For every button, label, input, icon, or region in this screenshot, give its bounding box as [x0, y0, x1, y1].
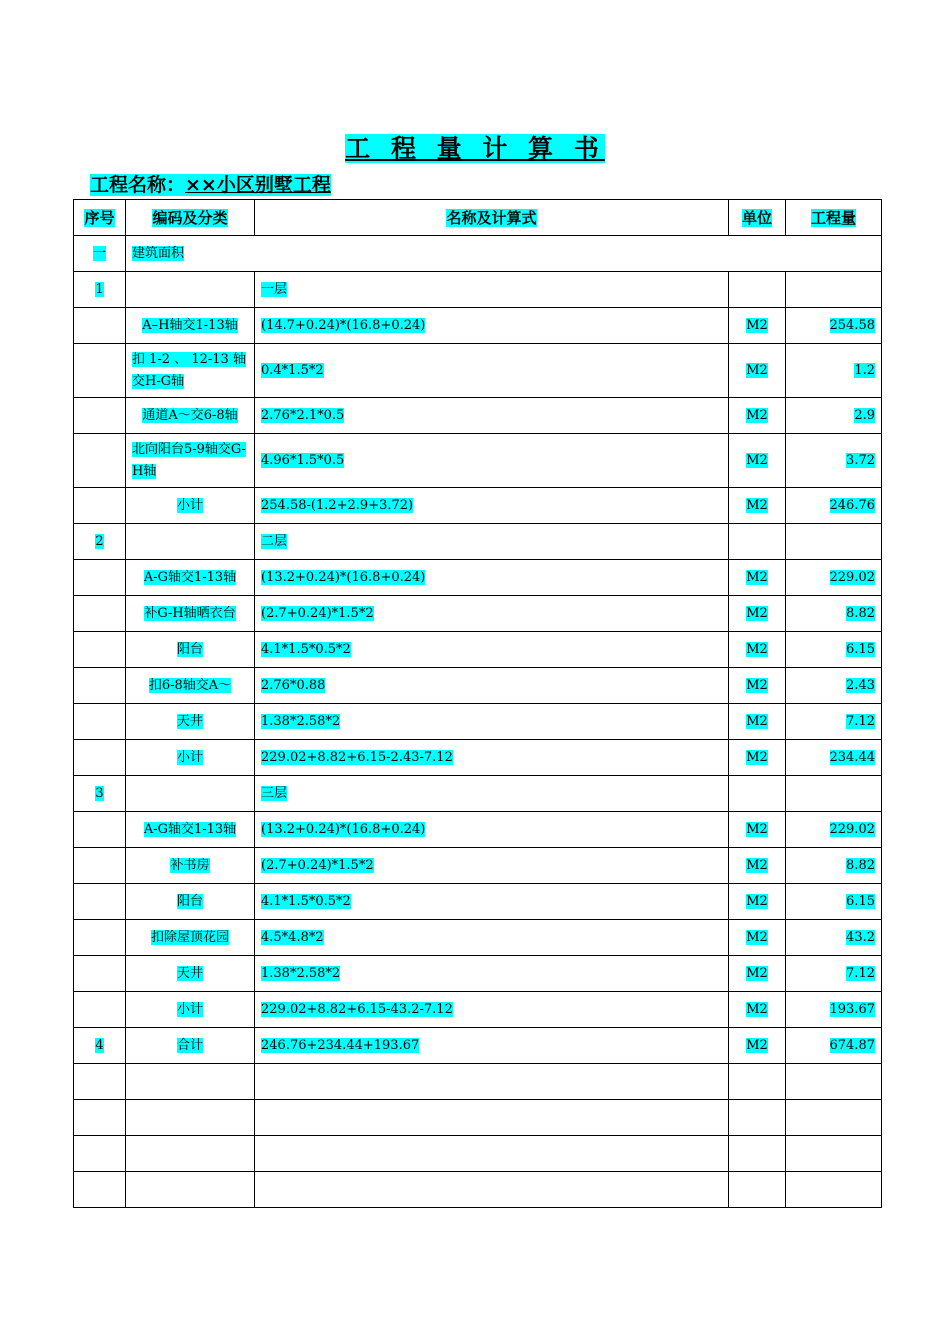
- cell-code: 天井: [126, 704, 255, 740]
- cell-formula: 229.02+8.82+6.15-2.43-7.12: [255, 740, 729, 776]
- table-row: [74, 1172, 882, 1208]
- cell-unit: M2: [729, 992, 786, 1028]
- cell-formula: [255, 1064, 729, 1100]
- cell-no: [74, 668, 126, 704]
- cell-unit: [729, 1136, 786, 1172]
- table-row: [74, 596, 882, 632]
- cell-unit: M2: [729, 434, 786, 488]
- cell-code: 补G-H轴晒衣台: [126, 596, 255, 632]
- table-row: [74, 1100, 882, 1136]
- cell-unit: M2: [729, 884, 786, 920]
- cell-unit: [729, 1172, 786, 1208]
- cell-qty: [786, 1172, 882, 1208]
- table-row: [74, 992, 882, 1028]
- cell-no: [74, 488, 126, 524]
- table-row: [74, 308, 882, 344]
- cell-code: 小计: [126, 488, 255, 524]
- cell-formula: 1.38*2.58*2: [255, 956, 729, 992]
- table-row: [74, 398, 882, 434]
- cell-unit: M2: [729, 812, 786, 848]
- cell-qty: 254.58: [786, 308, 882, 344]
- cell-qty: [786, 272, 882, 308]
- header-code: 编码及分类: [126, 200, 255, 236]
- cell-code: 阳台: [126, 884, 255, 920]
- cell-unit: M2: [729, 956, 786, 992]
- cell-unit: [729, 776, 786, 812]
- cell-unit: [729, 524, 786, 560]
- cell-formula: (14.7+0.24)*(16.8+0.24): [255, 308, 729, 344]
- header-no: 序号: [74, 200, 126, 236]
- cell-code: [126, 1172, 255, 1208]
- cell-qty: [786, 1136, 882, 1172]
- table-row: [74, 884, 882, 920]
- project-label: 工程名称：: [90, 174, 186, 196]
- cell-formula: (2.7+0.24)*1.5*2: [255, 596, 729, 632]
- cell-no: 1: [74, 272, 126, 308]
- table-body: [74, 236, 882, 1208]
- cell-no: [74, 632, 126, 668]
- cell-formula: 2.76*2.1*0.5: [255, 398, 729, 434]
- cell-formula: [255, 1136, 729, 1172]
- cell-unit: M2: [729, 560, 786, 596]
- cell-unit: M2: [729, 668, 786, 704]
- table-row: [74, 668, 882, 704]
- cell-code: 扣 1-2 、 12-13 轴交H-G轴: [126, 344, 255, 398]
- cell-qty: [786, 1100, 882, 1136]
- cell-code: 补书房: [126, 848, 255, 884]
- cell-unit: M2: [729, 344, 786, 398]
- cell-unit: M2: [729, 308, 786, 344]
- cell-code: [126, 524, 255, 560]
- cell-formula: 二层: [255, 524, 729, 560]
- cell-unit: M2: [729, 848, 786, 884]
- cell-qty: 8.82: [786, 848, 882, 884]
- cell-qty: 6.15: [786, 632, 882, 668]
- table-row: [74, 740, 882, 776]
- cell-no: [74, 920, 126, 956]
- quantity-table: [73, 199, 882, 1208]
- cell-unit: M2: [729, 704, 786, 740]
- project-line: [90, 172, 331, 198]
- cell-code: A-G轴交1-13轴: [126, 812, 255, 848]
- table-row: [74, 1064, 882, 1100]
- cell-code: A–H轴交1-13轴: [126, 308, 255, 344]
- cell-formula: 229.02+8.82+6.15-43.2-7.12: [255, 992, 729, 1028]
- cell-qty: 6.15: [786, 884, 882, 920]
- cell-formula: [255, 1100, 729, 1136]
- header-qty: 工程量: [786, 200, 882, 236]
- table-row: [74, 956, 882, 992]
- cell-qty: 234.44: [786, 740, 882, 776]
- cell-no: [74, 704, 126, 740]
- cell-qty: 674.87: [786, 1028, 882, 1064]
- cell-no: 3: [74, 776, 126, 812]
- project-name: ××小区别墅工程: [185, 174, 331, 196]
- cell-code: 阳台: [126, 632, 255, 668]
- cell-code: 小计: [126, 992, 255, 1028]
- table-header-row: [74, 200, 882, 236]
- cell-formula: 254.58-(1.2+2.9+3.72): [255, 488, 729, 524]
- cell-unit: M2: [729, 632, 786, 668]
- cell-no: [74, 992, 126, 1028]
- cell-qty: [786, 524, 882, 560]
- cell-code: 合计: [126, 1028, 255, 1064]
- cell-no: [74, 1064, 126, 1100]
- table-row: [74, 1028, 882, 1064]
- table-row: [74, 524, 882, 560]
- cell-qty: 229.02: [786, 812, 882, 848]
- cell-qty: 43.2: [786, 920, 882, 956]
- cell-code: [126, 272, 255, 308]
- cell-code: 扣6-8轴交A～: [126, 668, 255, 704]
- cell-qty: 7.12: [786, 956, 882, 992]
- cell-no: [74, 434, 126, 488]
- cell-qty: 193.67: [786, 992, 882, 1028]
- cell-qty: 8.82: [786, 596, 882, 632]
- cell-formula: (13.2+0.24)*(16.8+0.24): [255, 812, 729, 848]
- table-row: [74, 560, 882, 596]
- cell-code: 扣除屋顶花园: [126, 920, 255, 956]
- cell-qty: [786, 776, 882, 812]
- table-row: [74, 272, 882, 308]
- cell-formula: 三层: [255, 776, 729, 812]
- cell-qty: 3.72: [786, 434, 882, 488]
- cell-formula: 4.1*1.5*0.5*2: [255, 884, 729, 920]
- cell-formula: (2.7+0.24)*1.5*2: [255, 848, 729, 884]
- table-row: [74, 434, 882, 488]
- cell-qty: 2.43: [786, 668, 882, 704]
- cell-code: [126, 776, 255, 812]
- cell-section-title: 建筑面积: [126, 236, 882, 272]
- cell-unit: M2: [729, 1028, 786, 1064]
- cell-code: 北向阳台5-9轴交G-H轴: [126, 434, 255, 488]
- cell-qty: 7.12: [786, 704, 882, 740]
- header-formula: 名称及计算式: [255, 200, 729, 236]
- table-row: [74, 236, 882, 272]
- cell-no: [74, 308, 126, 344]
- cell-formula: 246.76+234.44+193.67: [255, 1028, 729, 1064]
- cell-no: [74, 344, 126, 398]
- cell-unit: M2: [729, 596, 786, 632]
- cell-no: [74, 848, 126, 884]
- cell-unit: M2: [729, 740, 786, 776]
- cell-qty: 2.9: [786, 398, 882, 434]
- cell-unit: [729, 1100, 786, 1136]
- cell-unit: M2: [729, 920, 786, 956]
- cell-no: [74, 596, 126, 632]
- cell-formula: (13.2+0.24)*(16.8+0.24): [255, 560, 729, 596]
- header-unit: 单位: [729, 200, 786, 236]
- cell-code: [126, 1100, 255, 1136]
- cell-qty: 246.76: [786, 488, 882, 524]
- cell-formula: [255, 1172, 729, 1208]
- cell-code: A-G轴交1-13轴: [126, 560, 255, 596]
- cell-unit: [729, 1064, 786, 1100]
- cell-qty: 1.2: [786, 344, 882, 398]
- table-row: [74, 488, 882, 524]
- table-row: [74, 776, 882, 812]
- cell-unit: [729, 272, 786, 308]
- cell-formula: 0.4*1.5*2: [255, 344, 729, 398]
- cell-no: 2: [74, 524, 126, 560]
- table-row: [74, 920, 882, 956]
- cell-code: 天井: [126, 956, 255, 992]
- cell-no: [74, 884, 126, 920]
- table-row: [74, 1136, 882, 1172]
- cell-no: [74, 1136, 126, 1172]
- cell-formula: 4.5*4.8*2: [255, 920, 729, 956]
- table-row: [74, 344, 882, 398]
- cell-no: [74, 956, 126, 992]
- cell-no: [74, 812, 126, 848]
- cell-code: 小计: [126, 740, 255, 776]
- cell-no: [74, 1172, 126, 1208]
- cell-formula: 一层: [255, 272, 729, 308]
- cell-formula: 1.38*2.58*2: [255, 704, 729, 740]
- cell-no: [74, 1100, 126, 1136]
- cell-formula: 2.76*0.88: [255, 668, 729, 704]
- cell-qty: 229.02: [786, 560, 882, 596]
- cell-code: [126, 1064, 255, 1100]
- cell-no: 4: [74, 1028, 126, 1064]
- cell-no: [74, 740, 126, 776]
- cell-code: 通道A～交6-8轴: [126, 398, 255, 434]
- table-row: [74, 848, 882, 884]
- cell-no: [74, 398, 126, 434]
- cell-unit: M2: [729, 488, 786, 524]
- cell-no: [74, 560, 126, 596]
- document-title: 工 程 量 计 算 书: [345, 134, 605, 163]
- table-row: [74, 632, 882, 668]
- cell-formula: 4.1*1.5*0.5*2: [255, 632, 729, 668]
- table-row: [74, 704, 882, 740]
- table-row: [74, 812, 882, 848]
- cell-unit: M2: [729, 398, 786, 434]
- cell-code: [126, 1136, 255, 1172]
- cell-no: 一: [74, 236, 126, 272]
- cell-formula: 4.96*1.5*0.5: [255, 434, 729, 488]
- cell-qty: [786, 1064, 882, 1100]
